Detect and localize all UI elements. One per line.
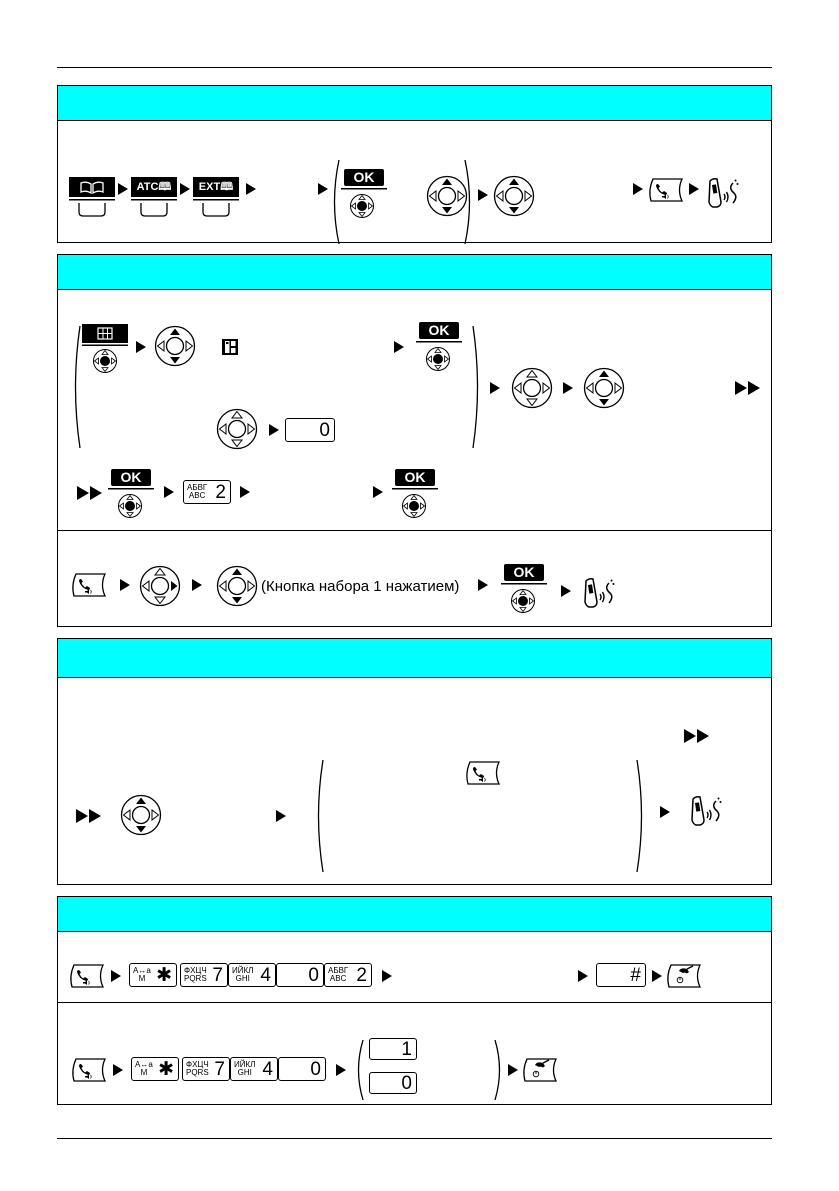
- step-arrow: [246, 183, 256, 195]
- ext-label: EXT: [198, 181, 221, 193]
- navigation-key-icon[interactable]: [426, 175, 468, 217]
- step-arrow: [180, 183, 190, 195]
- ok-key[interactable]: OK: [504, 564, 544, 581]
- key-2[interactable]: АБВГ ABC 2: [324, 963, 372, 987]
- double-arrow-icon: [76, 809, 102, 823]
- atc-phonebook-key[interactable]: [131, 177, 177, 217]
- talk-key-icon[interactable]: [70, 1058, 108, 1082]
- left-paren: [71, 326, 81, 448]
- off-hook-handset-icon: [707, 177, 741, 209]
- ok-underline: [392, 488, 438, 492]
- right-paren: [636, 760, 646, 872]
- step-arrow: [660, 806, 670, 818]
- ok-underline: [501, 583, 547, 587]
- step-arrow: [120, 579, 130, 591]
- key-0[interactable]: 0: [278, 1057, 326, 1081]
- speed-dial-label: (Кнопка набора 1 нажатием): [261, 578, 460, 595]
- key-0[interactable]: 0: [276, 963, 324, 987]
- navigation-key-icon[interactable]: [511, 367, 553, 409]
- joystick-icon[interactable]: [425, 346, 451, 372]
- right-paren: [464, 160, 474, 244]
- ok-underline: [108, 488, 154, 492]
- key-7[interactable]: ФХЦЧ PQRS 7: [182, 1057, 230, 1081]
- left-paren: [330, 160, 340, 244]
- end-key-icon[interactable]: [665, 964, 703, 988]
- key-7[interactable]: ФХЦЧ PQRS 7: [180, 963, 228, 987]
- phonebook-icon: [69, 177, 115, 217]
- step-arrow: [136, 341, 146, 353]
- step-arrow: [633, 183, 643, 195]
- left-paren: [314, 760, 324, 872]
- step-arrow: [111, 970, 121, 982]
- top-rule: [57, 67, 772, 68]
- step-arrow: [118, 183, 128, 195]
- joystick-icon[interactable]: [117, 493, 143, 519]
- step-arrow: [478, 189, 488, 201]
- ok-underline: [416, 341, 462, 345]
- navigation-key-icon[interactable]: [216, 565, 258, 607]
- joystick-icon[interactable]: [510, 588, 536, 614]
- section-1-header: [58, 86, 771, 121]
- off-hook-handset-icon: [583, 577, 617, 609]
- joystick-icon[interactable]: [92, 348, 118, 374]
- left-paren: [354, 1040, 364, 1100]
- section-4-divider: [58, 1002, 771, 1003]
- book-icon: 🕮: [158, 181, 172, 193]
- step-arrow: [113, 1064, 123, 1076]
- step-arrow: [269, 424, 279, 436]
- key-1[interactable]: 1: [369, 1038, 417, 1060]
- menu-key-icon[interactable]: [82, 324, 128, 346]
- step-arrow: [490, 382, 500, 394]
- section-4-header: [58, 897, 771, 932]
- section-2-divider: [58, 530, 771, 531]
- step-arrow: [561, 585, 571, 597]
- key-4[interactable]: ИЙКЛ GHI 4: [230, 1057, 278, 1081]
- double-arrow-icon: [684, 729, 710, 743]
- section-2-header: [58, 255, 771, 290]
- step-arrow: [336, 1064, 346, 1076]
- ok-key[interactable]: OK: [419, 322, 459, 339]
- step-arrow: [240, 486, 250, 498]
- joystick-icon[interactable]: [349, 193, 375, 219]
- navigation-key-icon[interactable]: [493, 175, 535, 217]
- double-arrow-icon: [735, 381, 761, 395]
- book-icon: 🕮: [220, 181, 234, 193]
- right-paren: [472, 326, 482, 448]
- navigation-key-icon[interactable]: [120, 794, 162, 836]
- step-arrow: [373, 486, 383, 498]
- ok-key[interactable]: OK: [111, 469, 151, 486]
- end-key-icon[interactable]: [521, 1058, 559, 1082]
- right-paren: [494, 1040, 504, 1100]
- step-arrow: [164, 486, 174, 498]
- navigation-key-icon[interactable]: [216, 408, 258, 450]
- settings-icon: [222, 339, 238, 355]
- talk-key-icon[interactable]: [464, 761, 502, 785]
- step-arrow: [563, 382, 573, 394]
- step-arrow: [508, 1064, 518, 1076]
- step-arrow: [394, 341, 404, 353]
- step-arrow: [382, 970, 392, 982]
- step-arrow: [192, 579, 202, 591]
- step-arrow: [478, 579, 488, 591]
- step-arrow: [318, 183, 328, 195]
- key-star[interactable]: A↔a M ✱: [129, 963, 177, 987]
- key-star[interactable]: A↔a M ✱: [131, 1057, 179, 1081]
- talk-key-icon[interactable]: [647, 178, 685, 202]
- ok-underline: [341, 188, 387, 192]
- joystick-icon[interactable]: [401, 493, 427, 519]
- talk-key-icon[interactable]: [68, 964, 106, 988]
- section-3-panel: [57, 638, 772, 885]
- section-3-header: [58, 639, 771, 678]
- ext-phonebook-key[interactable]: [193, 177, 239, 217]
- step-arrow: [578, 970, 588, 982]
- talk-key-icon[interactable]: [70, 573, 108, 597]
- atc-label: ATC: [136, 181, 159, 193]
- phonebook-key[interactable]: [69, 177, 115, 217]
- navigation-key-icon[interactable]: [154, 325, 196, 367]
- bottom-rule: [57, 1138, 772, 1139]
- key-hash[interactable]: #: [596, 963, 646, 987]
- section-1-panel: [57, 85, 772, 243]
- double-arrow-icon: [77, 486, 103, 500]
- step-arrow: [652, 970, 662, 982]
- key-4[interactable]: ИЙКЛ GHI 4: [228, 963, 276, 987]
- navigation-key-icon[interactable]: [583, 367, 625, 409]
- navigation-key-icon[interactable]: [139, 565, 181, 607]
- key-0[interactable]: 0: [285, 418, 335, 442]
- ok-key[interactable]: OK: [395, 469, 435, 486]
- ok-key[interactable]: OK: [344, 169, 384, 186]
- step-arrow: [276, 810, 286, 822]
- key-0[interactable]: 0: [369, 1072, 417, 1094]
- key-2[interactable]: АБВГ ABC 2: [183, 480, 231, 504]
- step-arrow: [689, 183, 699, 195]
- off-hook-handset-icon: [690, 795, 724, 827]
